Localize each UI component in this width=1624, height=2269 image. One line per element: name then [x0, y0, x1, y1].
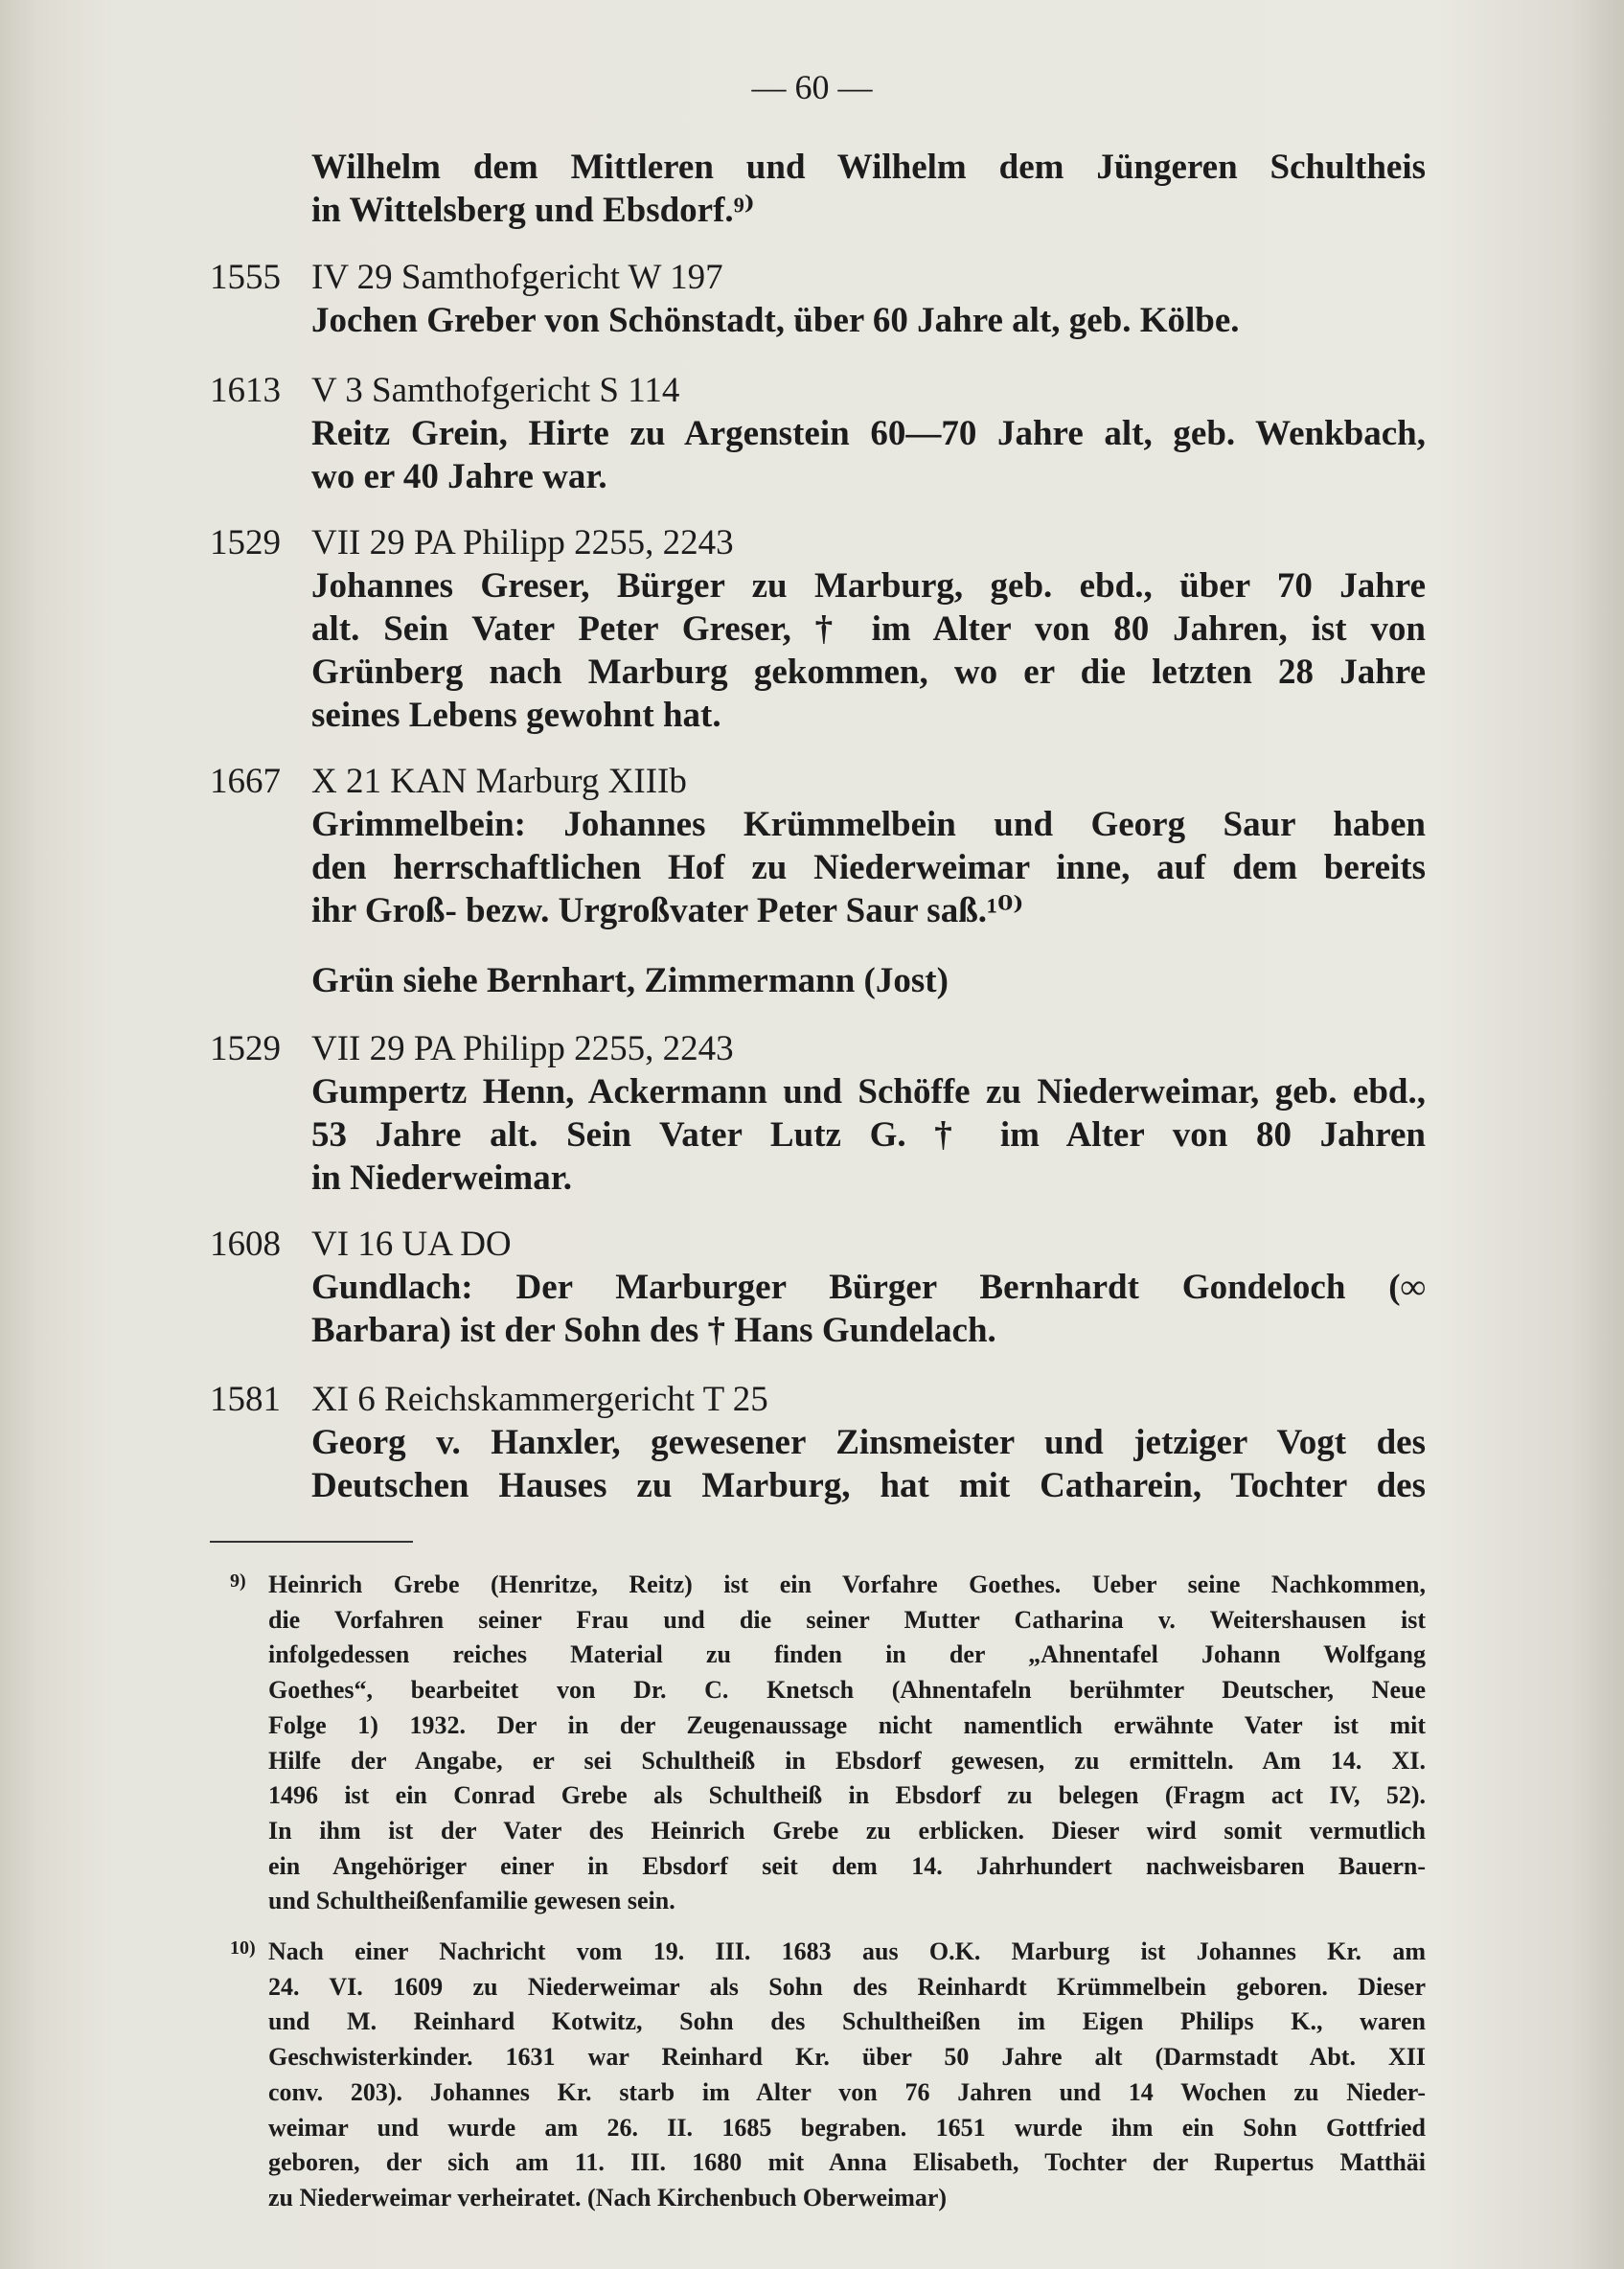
text-line: ihr Groß- bezw. Urgroßvater Peter Saur saß.¹⁰⁾ — [311, 891, 1024, 930]
entry-1613 — [210, 369, 1426, 498]
entry-text — [311, 564, 1426, 737]
entry-1608 — [210, 1223, 1426, 1352]
entry-heading — [210, 1223, 1426, 1266]
archive-reference: XI 6 Reichskammergericht T 25 — [311, 1380, 768, 1419]
entry-year: 1529 — [210, 523, 281, 562]
entry-year: 1667 — [210, 762, 281, 801]
footnote-9 — [230, 1568, 1426, 1919]
archive-reference: V 3 Samthofgericht S 114 — [311, 371, 680, 410]
text-line: und Schultheißenfamilie gewesen sein. — [268, 1887, 675, 1915]
text-line: Nach einer Nachricht vom 19. III. 1683 aus O.K. Marburg ist Johannes Kr. am — [268, 1937, 1426, 1965]
footnote-divider — [210, 1541, 413, 1543]
entry-text — [311, 1421, 1426, 1507]
text-line: Grün siehe Bernhart, Zimmermann (Jost) — [311, 961, 949, 1000]
text-line: Jochen Greber von Schönstadt, über 60 Jahre alt, geb. Kölbe. — [311, 301, 1240, 340]
footnote-marker: 10) — [230, 1937, 256, 1959]
text-line: den herrschaftlichen Hof zu Niederweimar inne, auf dem bereits — [311, 848, 1426, 887]
entry-year: 1529 — [210, 1029, 281, 1068]
archive-reference: VII 29 PA Philipp 2255, 2243 — [311, 1029, 734, 1068]
text-line: Folge 1) 1932. Der in der Zeugenaussage nicht namentlich erwähnte Vater ist mit — [268, 1710, 1426, 1739]
entry-year: 1613 — [210, 371, 281, 410]
entry-1529-gumpertz — [210, 1027, 1426, 1200]
footnote-10 — [230, 1935, 1426, 2216]
text-line: In ihm ist der Vater des Heinrich Grebe zu erblicken. Dieser wird somit vermutlich — [268, 1816, 1426, 1845]
text-line: infolgedessen reiches Material zu finden in der „Ahnentafel Johann Wolfgang — [268, 1640, 1426, 1669]
entry-heading — [210, 1027, 1426, 1070]
text-line: Wilhelm dem Mittleren und Wilhelm dem Jüngeren Schultheis — [311, 148, 1426, 187]
text-line: Heinrich Grebe (Henritze, Reitz) ist ein Vorfahre Goethes. Ueber seine Nachkommen, — [268, 1570, 1426, 1598]
text-line: ein Angehöriger einer in Ebsdorf seit dem 14. Jahrhundert nachweisbaren Bauern- — [268, 1851, 1426, 1880]
intro-paragraph — [311, 146, 1426, 232]
entry-year: 1555 — [210, 258, 281, 297]
entry-text — [311, 299, 1426, 342]
entry-year: 1608 — [210, 1225, 281, 1264]
archive-reference: IV 29 Samthofgericht W 197 — [311, 258, 723, 297]
entry-heading — [210, 760, 1426, 803]
text-line: seines Lebens gewohnt hat. — [311, 696, 721, 735]
text-line: Hilfe der Angabe, er sei Schultheiß in Ebsdorf gewesen, zu ermitteln. Am 14. XI. — [268, 1746, 1426, 1775]
entry-1667 — [210, 760, 1426, 932]
entry-1581 — [210, 1378, 1426, 1507]
entry-1555 — [210, 256, 1426, 342]
entry-text — [311, 959, 1426, 1002]
text-line: wo er 40 Jahre war. — [311, 457, 607, 496]
text-line: zu Niederweimar verheiratet. (Nach Kirchenbuch Oberweimar) — [268, 2183, 948, 2212]
footnote-marker: 9) — [230, 1570, 246, 1592]
text-line: in Wittelsberg und Ebsdorf.⁹⁾ — [311, 191, 755, 230]
text-line: Gundlach: Der Marburger Bürger Bernhardt Gondeloch (∞ — [311, 1268, 1426, 1307]
entry-text — [311, 803, 1426, 932]
footnote-text — [268, 1568, 1426, 1919]
text-line: Johannes Greser, Bürger zu Marburg, geb. ebd., über 70 Jahre — [311, 566, 1426, 606]
text-line: Grünberg nach Marburg gekommen, wo er die letzten 28 Jahre — [311, 653, 1426, 692]
text-line: 24. VI. 1609 zu Niederweimar als Sohn des Reinhardt Krümmelbein geboren. Dieser — [268, 1972, 1426, 2001]
text-line: weimar und wurde am 26. II. 1685 begraben. 1651 wurde ihm ein Sohn Gottfried — [268, 2113, 1426, 2142]
entry-text — [311, 412, 1426, 498]
text-line: und M. Reinhard Kotwitz, Sohn des Schultheißen im Eigen Philips K., waren — [268, 2007, 1426, 2036]
entry-text — [311, 1070, 1426, 1200]
text-line: Reitz Grein, Hirte zu Argenstein 60—70 Jahre alt, geb. Wenkbach, — [311, 414, 1426, 453]
text-line: 53 Jahre alt. Sein Vater Lutz G. † im Alter von 80 Jahren — [311, 1115, 1426, 1155]
entry-1529-greser — [210, 521, 1426, 737]
text-line: alt. Sein Vater Peter Greser, † im Alter von 80 Jahren, ist von — [311, 609, 1426, 649]
text-line: Georg v. Hanxler, gewesener Zinsmeister und jetziger Vogt des — [311, 1423, 1426, 1462]
entry-heading — [210, 256, 1426, 299]
entry-heading — [210, 369, 1426, 412]
archive-reference: X 21 KAN Marburg XIIIb — [311, 762, 687, 801]
entry-heading — [210, 1378, 1426, 1421]
entry-heading — [210, 521, 1426, 564]
footnote-text — [268, 1935, 1426, 2216]
text-line: 1496 ist ein Conrad Grebe als Schultheiß in Ebsdorf zu belegen (Fragm act IV, 52). — [268, 1781, 1426, 1810]
entry-year: 1581 — [210, 1380, 281, 1419]
text-line: Goethes“, bearbeitet von Dr. C. Knetsch (Ahnentafeln berühmter Deutscher, Neue — [268, 1676, 1426, 1705]
text-line: geboren, der sich am 11. III. 1680 mit Anna Elisabeth, Tochter der Rupertus Matthäi — [268, 2148, 1426, 2177]
text-line: conv. 203). Johannes Kr. starb im Alter von 76 Jahren und 14 Wochen zu Nieder- — [268, 2077, 1426, 2106]
archive-reference: VII 29 PA Philipp 2255, 2243 — [311, 523, 734, 562]
text-line: Gumpertz Henn, Ackermann und Schöffe zu Niederweimar, geb. ebd., — [311, 1072, 1426, 1112]
entry-gruen-reference — [210, 959, 1426, 1002]
text-line: Geschwisterkinder. 1631 war Reinhard Kr. über 50 Jahre alt (Darmstadt Abt. XII — [268, 2043, 1426, 2072]
text-line: die Vorfahren seiner Frau und die seiner Mutter Catharina v. Weitershausen ist — [268, 1605, 1426, 1634]
page-number: — 60 — — [751, 68, 873, 106]
archive-reference: VI 16 UA DO — [311, 1225, 512, 1264]
text-line: Barbara) ist der Sohn des † Hans Gundelach. — [311, 1311, 996, 1350]
entry-text — [311, 1266, 1426, 1352]
text-line: Deutschen Hauses zu Marburg, hat mit Catharein, Tochter des — [311, 1466, 1426, 1505]
text-line: in Niederweimar. — [311, 1158, 572, 1198]
text-line: Grimmelbein: Johannes Krümmelbein und Georg Saur haben — [311, 805, 1426, 844]
